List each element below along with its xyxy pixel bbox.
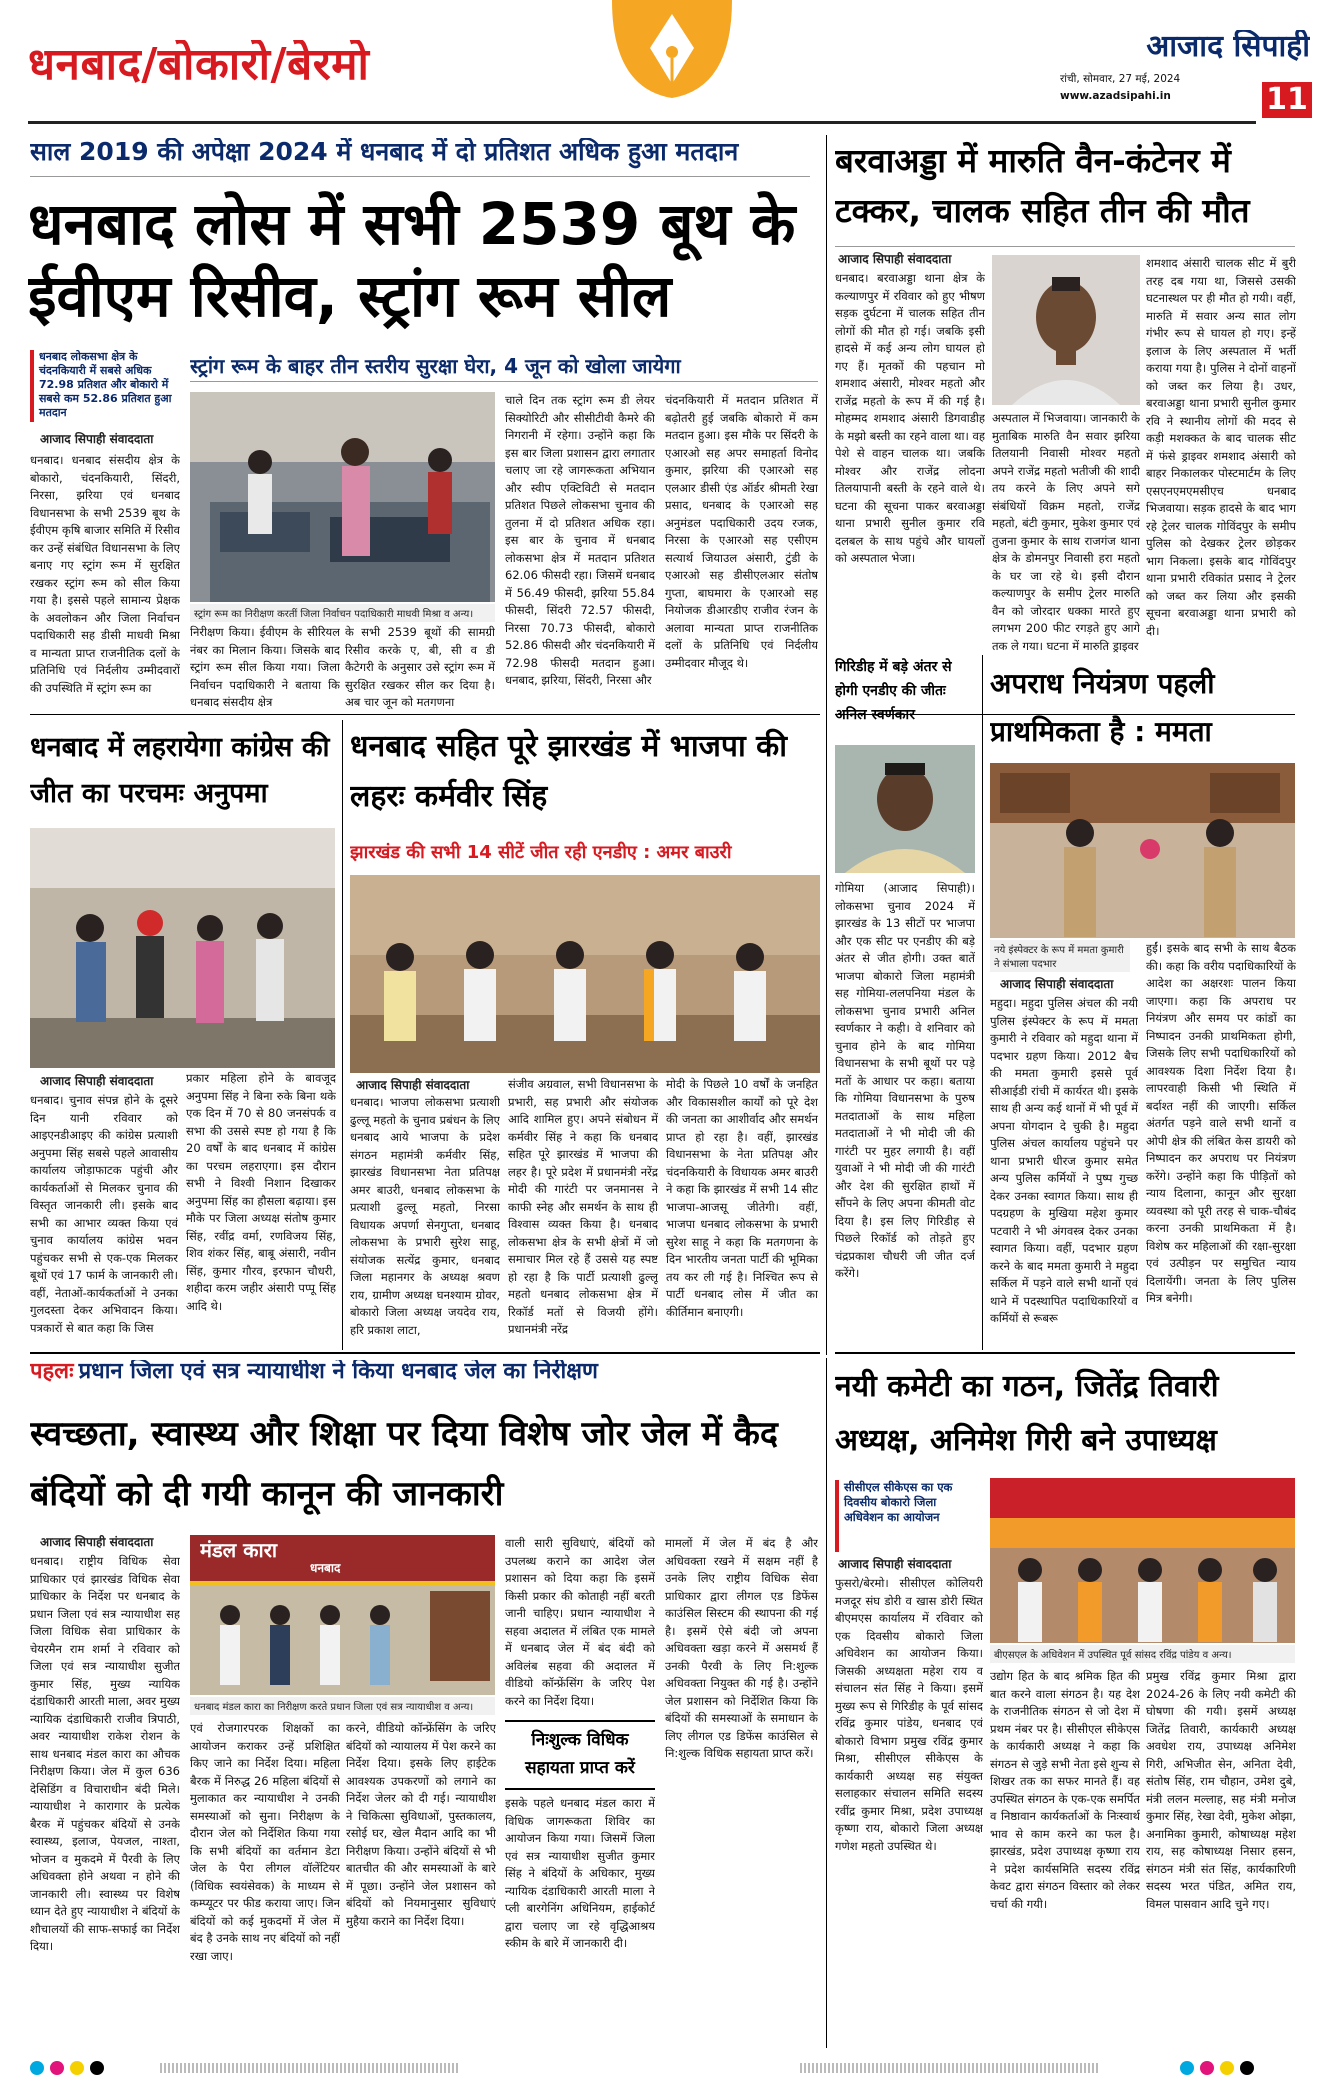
story7-photo: [190, 1535, 495, 1695]
story5-kicker: गिरिडीह में बड़े अंतर से होगी एनडीए की जीतः अनिल स्वर्णकार: [835, 659, 952, 723]
story6-photo: [990, 763, 1295, 938]
story4-col1: धनबाद। भाजपा लोकसभा प्रत्याशी ढुल्लू महतो के चुनाव प्रबंधन के लिए धनबाद आये भाजपा के प्रदेश संगठन महामंत्री कर्मवीर सिंह, झारखंड विधानसभा नेता प्रतिपक्ष अमर बाउरी, धनबाद लोकसभा के प्रत्याशी ढुल्लू महतो, निरसा विधायक अपर्णा सेनगुप्ता, धनबाद लोकसभा के प्रभारी सुरेश साहू, संयोजक सत्येंद्र कुमार, धनबाद जिला महानगर के अध्यक्ष श्रवण राय, ग्रामीण अध्यक्ष घनश्याम ग्रोवर, बोकारो जिला अध्यक्ष जयदेव राय, हरि प्रकाश लाटा,: [350, 1095, 500, 1337]
story5-col1: गोमिया (आजाद सिपाही)। लोकसभा चुनाव 2024 में झारखंड के 13 सीटों पर भाजपा और एक सीट पर एनडीए की बड़े अंतर से जीत होगी। उक्त बातें भाजपा बोकारो जिला महामंत्री सह गोमिया-ललपनिया मंडल के लोकसभा चुनाव प्रभारी अनिल स्वर्णकार ने कही। वे शनिवार को चुनाव होने के बाद गोमिया विधानसभा के सभी बूथों पर पड़े मतों के आधार पर कहा। बताया कि गोमिया विधानसभा के पुरुष मतदाताओं के साथ महिला मतदाताओं ने भी मोदी जी की गारंटी पर मुहर लगायी है। वहीं युवाओं ने भी मोदी जी की गारंटी और देश की सुरक्षित हाथों में सौंपने के लिए अपना कीमती वोट दिया है। इस लिए गिरिडीह से पिछले रिकॉर्ड को तोड़ते हुए चंद्रप्रकाश चौधरी जी जीत दर्ज करेंगे।: [835, 881, 975, 1280]
story3-headline: धनबाद में लहरायेगा कांग्रेस की जीत का परचमः अनुपमा: [30, 732, 330, 809]
story4-byline: आजाद सिपाही संवाददाता: [356, 1078, 470, 1092]
story1-photo-caption: स्ट्रांग रूम का निरीक्षण करतीं जिला निर्वाचन पदाधिकारी माधवी मिश्रा व अन्य।: [190, 604, 495, 622]
story3-byline: आजाद सिपाही संवाददाता: [40, 1074, 154, 1088]
magenta-dot-icon: [1200, 2061, 1214, 2075]
jail-sign-subtext: धनबाद: [310, 1561, 341, 1575]
story7-byline: आजाद सिपाही संवाददाता: [40, 1535, 154, 1549]
story8-col3: प्रमुख रविंद्र कुमार मिश्रा द्वारा 2024-26 के लिए नयी कमेटी की घोषणा की गयी। इसमें अध्यक्ष जितेंद्र तिवारी, कार्यकारी अध्यक्ष अवधेश राय, उपाध्यक्ष अनिमेश गिरी, अभिजीत सेन, अनिता देवी, संतोष सिंह, राम चौहान, उमेश दुबे, मंत्री ललन मल्लाह, सह मंत्री मनोज कुमार सिंह, रेखा देवी, मुकेश ओझा, अनामिका कुमारी, कोषाध्यक्ष महेश राय, सह कोषाध्यक्ष निसार हसन, संगठन मंत्री संत सिंह, कार्यकारिणी सदस्य भरत पंडित, अमित राय, विमल पासवान आदि चुने गए।: [1146, 1669, 1296, 1911]
story8-col1: फुसरो/बेरमो। सीसीएल कोलियरी मजदूर संघ डोरी व खास डोरी स्थित बीएमएस कार्यालय में रविवार को एक दिवसीय बोकारो जिला अधिवेशन का आयोजन किया। जिसकी अध्यक्षता महेश राय व संचालन संत सिंह ने किया। इसमें मुख्य रूप से गिरिडीह के पूर्व सांसद रविंद्र कुमार पांडेय, धनबाद एवं बोकारो विभाग प्रमुख रविंद्र कुमार मिश्रा, सीसीएल सीकेएस के कार्यकारी अध्यक्ष सह संयुक्त सलाहकार संचालन समिति सदस्य रवींद्र कुमार मिश्रा, प्रदेश उपाध्यक्ष कृष्णा राय, बोकारो जिला अध्यक्ष गणेश महतो उपस्थित थे।: [835, 1576, 983, 1853]
story4-subhead: झारखंड की सभी 14 सीटें जीत रही एनडीए : अमर बाउरी: [350, 842, 732, 863]
story8-side-box: [835, 1480, 975, 1552]
story4-col3: मोदी के पिछले 10 वर्षों के जनहित और विकासशील कार्यों को पूरे देश की जनता का आशीर्वाद और समर्थन प्राप्त हो रहा है। वहीं, झारखंड विधानसभा के नेता प्रतिपक्ष और चंदनकियारी के विधायक अमर बाउरी ने कहा कि झारखंड में सभी 14 सीट भाजपा-आजसू जीतेगी। वहीं, भाजपा धनबाद लोकसभा के प्रभारी सुरेश साहू ने कहा कि मतगणना के दिन भारतीय जनता पार्टी की भूमिका तय कर ली गई है। निश्चित रूप से पार्टी धनबाद लोस में जीत का कीर्तिमान बनाएगी।: [666, 1077, 818, 1319]
section-rule-3: [30, 1352, 820, 1354]
story3-col2: प्रकार महिला होने के बावजूद अनुपमा सिंह ने बिना रुके बिना थके एक दिन में 70 से 80 जनसंपर्क व सभा की उससे स्पष्ट हो गया है कि 20 वर्षों के बाद धनबाद में कांग्रेस का परचम लहराएगा। इस दौरान सभी ने विश्वी निशान दिखाकर अनुपमा सिंह का हौसला बढ़ाया। इस मौके पर जिला अध्यक्ष संतोष कुमार सिंह, रवींद्र वर्मा, रणविजय सिंह, शिव शंकर सिंह, बाबू अंसारी, नवीन सिंह, कुमार गौरव, इरफान चौधरी, शहीदा करम जहीर अंसारी पप्पू सिंह आदि थे।: [186, 1071, 336, 1313]
story1-byline: आजाद सिपाही संवाददाता: [40, 432, 154, 446]
registration-strip-left: [160, 2063, 460, 2073]
story1-headline: धनबाद लोस में सभी 2539 बूथ के ईवीएम रिसीव, स्ट्रांग रूम सील: [28, 190, 796, 330]
story8-byline: आजाद सिपाही संवाददाता: [838, 1557, 952, 1571]
story1-side-box-text: धनबाद लोकसभा क्षेत्र के चंदनकियारी में सबसे अधिक 72.98 प्रतिशत और बोकारो में सबसे कम 52.86 प्रतिशत हुआ मतदान: [39, 350, 172, 419]
story6-photo-caption: नये इंस्पेक्टर के रूप में ममता कुमारी ने संभाला पदभार: [990, 940, 1130, 972]
story7-kicker-row: [30, 1360, 820, 1394]
story1-photo: [190, 392, 495, 602]
column-divider: [826, 1358, 827, 2048]
story1-side-box: [30, 350, 180, 422]
masthead: [0, 0, 1325, 120]
yellow-dot-icon: [70, 2061, 84, 2075]
story2-col2: अस्पताल में भिजवाया। जानकारी के मुताबिक मारुति वैन सवार झरिया तिलयानी निवासी मोश्वर महतो अपने राजेंद्र महतो भतीजी की शादी तय करने के लिए अपने सगे संबंधियों विक्रम महतो, राजेंद्र महतो, बंटी कुमार, मुकेश कुमार एवं तुजना कुमार के साथ राजगंज थाना क्षेत्र के डोमनपुर निवासी हरा महतो के घर जा रहे थे। इसी दौरान कल्याणपुर के समीप ट्रेलर मारुति वैन को जोरदार धक्का मारते हुए लगभग 200 फीट रगड़ते हुए आगे तक ले गया। घटना में मारुति ड्राइवर: [992, 411, 1140, 653]
page-number: 11: [1262, 82, 1312, 118]
story7-col4-bottom: इसके पहले धनबाद मंडल कारा में विधिक जागरूकता शिविर का आयोजन किया गया। जिसमें जिला एवं सत्र न्यायाधीश सुजीत कुमार सिंह ने बंदियों के अधिकार, मुख्य न्यायिक दंडाधिकारी आरती माला ने प्ली बारगेनिंग अधिनियम, हाईकोर्ट द्वारा चलाए जा रहे वृद्धिआश्रय स्कीम के बारे में जानकारी दी।: [505, 1796, 655, 1950]
story2-col3: शमशाद अंसारी चालक सीट में बुरी तरह दब गया था, जिससे उसकी घटनास्थल पर ही मौत हो गयी। वहीं, मारुति में सवार अन्य सात लोग गंभीर रूप से घायल हो गए। इन्हें इलाज के लिए अस्पताल में भर्ती कराया गया है। पुलिस ने दोनों वाहनों को जब्त कर लिया है। उधर, बरवाअड्डा थाना प्रभारी सुनील कुमार रवि ने स्थानीय लोगों की मदद से कड़ी मशक्कत के बाद चालक सीट में फंसे ड्राइवर शमशाद अंसारी को बाहर निकालकर पोस्टमार्टम के लिए एसएनएमएमसीएच धनबाद भिजवाया। सड़क हादसे के बाद भाग रहे ट्रेलर चालक गोविंदपुर के समीप पुलिस को देखकर ट्रेलर छोड़कर भाग निकला। इसके बाद गोविंदपुर थाना प्रभारी रविकांत प्रसाद ने ट्रेलर को जब्त कर लिया और इसकी सूचना बरवाअड्डा थाना प्रभारी को दी।: [1146, 256, 1296, 638]
yellow-dot-icon: [1220, 2061, 1234, 2075]
column-divider: [982, 655, 983, 1350]
story1-kicker: साल 2019 की अपेक्षा 2024 में धनबाद में दो प्रतिशत अधिक हुआ मतदान: [30, 138, 739, 166]
black-dot-icon: [1240, 2061, 1254, 2075]
story7-box-title: निःशुल्क विधिक सहायता प्राप्त करें: [525, 1730, 635, 1778]
story4-headline: धनबाद सहित पूरे झारखंड में भाजपा की लहरः कर्मवीर सिंह: [350, 729, 787, 814]
magenta-dot-icon: [50, 2061, 64, 2075]
masthead-rule: [28, 121, 1256, 124]
story6-col1: महुदा। महुदा पुलिस अंचल की नयी पुलिस इंस्पेक्टर के रूप में ममता कुमारी ने रविवार को महुदा थाना में पदभार ग्रहण किया। 2012 बैच की ममता कुमारी इससे पूर्व सीआईडी रांची में कार्यरत थी। इसके साथ ही अन्य कई थानों में भी पूर्व में अपना योगदान दे चुकी है। महुदा पुलिस अंचल कार्यालय पहुंचने पर थाना प्रभारी धीरज कुमार समेत अन्य पुलिस कर्मियों ने पुष्प गुच्छ देकर उनका स्वागत किया। साथ ही पदग्रहण के मुखिया महेश कुमार पटवारी ने भी अंगवस्त्र देकर उनका स्वागत किया। वहीं, पदभार ग्रहण करने के बाद ममता कुमारी ने महुदा सर्किल में पड़ने वाले सभी थानों एवं थाने में पदस्थापित पदाधिकारियों व कर्मियों से रूबरू: [990, 996, 1138, 1325]
story2-headline: बरवाअड्डा में मारुति वैन-कंटेनर में टक्कर, चालक सहित तीन की मौत: [835, 141, 1250, 230]
story7-col3: करने, वीडियो कॉन्फ्रेंसिंग के जरिए बंदियों को न्यायालय में पेश करने का निर्देश दिया। इसके लिए हाईटेक आवश्यक उपकरणों को लगाने का निर्देश जेलर को दी गई। न्यायाधीश ने चिकित्सा सुविधाओं, पुस्तकालय, रसोई घर, खेल मैदान आदि का भी निरीक्षण किया। उन्होंने बंदियों से भी बातचीत की और समस्याओं के बारे में पूछा। उन्होंने जेल प्रशासन को बंदियों को नियमानुसार सुविधाएं मुहैया कराने का निर्देश दिया।: [346, 1721, 496, 1928]
story8-photo: [990, 1478, 1295, 1643]
story7-col5: मामलों में जेल में बंद है और अधिवक्ता रखने में सक्षम नहीं है उनके लिए राष्ट्रीय विधिक सेवा प्राधिकार द्वारा लीगल एड डिफेंस काउंसिल सिस्टम की स्थापना की गई है। इसमें ऐसे बंदी जो अपना अधिवक्ता खड़ा करने में असमर्थ हैं उनकी पैरवी के लिए नि:शुल्क अधिवक्ता नियुक्त की गई है। उन्होंने जेल प्रशासन को निर्देशित किया कि बंदियों की समस्याओं के समाधान के लिए लीगल एड डिफेंस काउंसिल से नि:शुल्क विधिक सहायता प्राप्त करें।: [665, 1536, 818, 1760]
story6-headline: अपराध नियंत्रण पहली प्राथमिकता है : ममता: [990, 667, 1215, 748]
jail-sign-text: मंडल कारा: [200, 1539, 278, 1562]
pen-nib-logo-icon: [612, 0, 732, 100]
story7-col1: धनबाद। राष्ट्रीय विधिक सेवा प्राधिकार एवं झारखंड विधिक सेवा प्राधिकार के निर्देश पर धनबाद के प्रधान जिला एवं सत्र न्यायाधीश सह जिला विधिक सेवा प्राधिकार के चेयरमैन राम शर्मा ने रविवार को जिला एवं सत्र न्यायाधीश सुजीत कुमार सिंह, मुख्य न्यायिक दंडाधिकारी आरती माला, अवर मुख्य न्यायिक दंडाधिकारी राजीव त्रिपाठी, अवर न्यायाधीश राकेश रोशन के साथ धनबाद मंडल कारा का औचक निरीक्षण किया। जेल में कुल 636 देसिडिंग व विचाराधीन बंदी मिले। न्यायाधीश ने कारागार के प्रत्येक बैरक में पहुंचकर बंदियों से उनके स्वास्थ्य, इलाज, पेयजल, नाश्ता, भोजन व मुकदमे में पैरवी के लिए अधिवक्ता होने अथवा न होने की जानकारी ली। स्वास्थ्य पर विशेष ध्यान देते हुए न्यायाधीश ने बंदियों के शौचालयों की साफ-सफाई का निर्देश दिया।: [30, 1554, 180, 1953]
story7-photo-caption: धनबाद मंडल कारा का निरीक्षण करते प्रधान जिला एवं सत्र न्यायाधीश व अन्य।: [190, 1697, 495, 1715]
story4-col2: संजीव अग्रवाल, सभी विधानसभा के प्रभारी, सह प्रभारी और संयोजक आदि शामिल हुए। अपने संबोधन में कर्मवीर सिंह ने कहा कि धनबाद सहित पूरे झारखंड में भाजपा की लहर है। पूरे प्रदेश में प्रधानमंत्री नरेंद्र मोदी की गारंटी पर जनमानस ने काफी स्नेह और समर्थन के साथ ही विश्वास व्यक्त किया है। धनबाद लोकसभा क्षेत्र के सभी क्षेत्रों में जो समाचार मिल रहे हैं उससे यह स्पष्ट हो रहा है कि पार्टी प्रत्याशी ढुल्लू महतो धनबाद लोकसभा क्षेत्र में रिकॉर्ड मतों से विजयी होंगे। प्रधानमंत्री नरेंद्र: [508, 1077, 658, 1336]
section-rule-4: [835, 1352, 1295, 1354]
story1-col3: चंदनकियारी में मतदान प्रतिशत में बढ़ोतरी हुई जबकि बोकारो में कम मतदान हुआ। इस मौके पर सिंदरी के एआरओ सह अपर समाहर्ता विनोद कुमार, झरिया की एआरओ सह एलआर डीसी एंड ऑर्डर श्रीमती रेखा प्रसाद, धनबाद के एआरओ सह अनुमंडल पदाधिकारी उदय रजक, निरसा के एआरओ सह एसीएम सत्यार्थ जियाउल अंसारी, टुंडी के एआरओ सह डीसीएलआर संतोष गुप्ता, बाघमारा के एआरओ सह नियोजक डीआरडीए राजीव रंजन के अलावा मान्यता प्राप्त राजनीतिक दलों के प्रतिनिधि एवं निर्दलीय उम्मीदवार मौजूद थे।: [665, 393, 818, 670]
footer-color-marks: [30, 2058, 1295, 2078]
cyan-dot-icon: [1180, 2061, 1194, 2075]
paper-name: आजाद सिपाही: [1146, 30, 1310, 64]
story4-photo: [350, 875, 820, 1073]
color-dots-right: [1180, 2060, 1295, 2076]
registration-strip-right: [800, 2063, 1100, 2073]
column-divider: [826, 135, 827, 1355]
story8-headline: नयी कमेटी का गठन, जितेंद्र तिवारी अध्यक्ष, अनिमेश गिरी बने उपाध्यक्ष: [835, 1369, 1219, 1458]
story5-photo: [835, 745, 975, 873]
story1-col2a: चाले दिन तक स्ट्रांग रूम डी लेयर सिक्योरिटी और सीसीटीवी कैमरे की निगरानी में रहेगा। उन्होंने कहा कि इस बार जिला प्रशासन द्वारा लगातार चलाए जा रहे जागरूकता अभियान और स्वीप एक्टिविटी से मतदान प्रतिशत पिछले लोकसभा चुनाव की तुलना में दो प्रतिशत अधिक रहा। इस बार के चुनाव में धनबाद लोकसभा क्षेत्र में मतदान प्रतिशत 62.06 फीसदी रहा। जिसमें धनबाद में 56.49 फीसदी, झरिया 55.84 फीसदी, सिंदरी 72.57 फीसदी, निरसा 70.73 फीसदी, बोकारो 52.86 फीसदी और चंदनकियारी में 72.98 फीसदी मतदान हुआ। धनबाद, झरिया, सिंदरी, निरसा और: [505, 393, 655, 687]
story1-col2c: के सभी 2539 बूथों की सामग्री रिसीव करके ए, बी, सी व डी कैटेगरी के अनुसार उसे स्ट्रांग रूम में सुरक्षित रखकर सील कर दिया है। अब चार जून को मतगणना: [345, 625, 495, 709]
story3-col1: धनबाद। चुनाव संपन्न होने के दूसरे दिन यानी रविवार को आइएनडीआइए की कांग्रेस प्रत्याशी अनुपमा सिंह सबसे पहले आवासीय कार्यालय जोड़ाफाटक पहुंची और कार्यकर्ताओं से मिलकर चुनाव की विस्तृत जानकारी ली। इसके बाद सभी का आभार व्यक्त किया एवं चुनाव कार्यालय कांग्रेस भवन पहुंचकर सभी से एक-एक मिलकर बूथों एवं 17 फार्म के जानकारी ली। वहीं, नेताओं-कार्यकर्ताओं ने उनका गुलदस्ता देकर अभिवादन किया। पत्रकारों से बात कहा कि जिस: [30, 1093, 178, 1335]
story7-box: [505, 1720, 655, 1790]
story5-kicker-box: [835, 655, 975, 735]
story7-col4-top: वाली सारी सुविधाएं, बंदियों को उपलब्ध कराने का आदेश जेल प्रशासन को दिया कहा कि इसमें किसी प्रकार की कोताही नहीं बरती जानी चाहिए। प्रधान न्यायाधीश ने सहवा अदालत में लंबित एक मामले में धनबाद जेल में बंद बंदी को अविलंब सहवा की अदालत में वीडियो कॉन्फ्रेंसिंग के जरिए पेश करने का निर्देश दिया।: [505, 1536, 655, 1708]
section-title: धनबाद/बोकारो/बेरमो: [28, 40, 370, 90]
story6-col2: हुईं। इसके बाद सभी के साथ बैठक की। कहा कि वरीय पदाधिकारियों के आदेश का अक्षरशः पालन किया जाएगा। कहा कि अपराध पर नियंत्रण और समय पर कांडों का निष्पादन उनकी प्राथमिकता होगी, जिसके लिए सभी पदाधिकारियों को आवश्यक दिशा निर्देश दिया है। लापरवाही किसी भी स्थिति में बर्दाश्त नहीं की जाएगी। सर्किल अंतर्गत पड़ने वाले सभी थानों व ओपी क्षेत्र की लंबित केस डायरी को निष्पादन कर अपराध पर नियंत्रण करेंगे। उन्होंने कहा कि पीड़ितों को न्याय दिलाना, कानून और सुरक्षा व्यवस्था को पूरी तरह से चाक-चौबंद करना उनकी प्राथमिकता में है। विशेष कर महिलाओं की रक्षा-सुरक्षा एवं उत्पीड़न पर समुचित न्याय दिलायेंगी। जनता के लिए पुलिस मित्र बनेगी।: [1146, 941, 1296, 1305]
story1-subhead: स्ट्रांग रूम के बाहर तीन स्तरीय सुरक्षा घेरा, 4 जून को खोला जायेगा: [190, 352, 818, 382]
website: www.azadsipahi.in: [1060, 90, 1171, 102]
black-dot-icon: [90, 2061, 104, 2075]
story3-photo: [30, 828, 335, 1068]
story6-byline: आजाद सिपाही संवाददाता: [1000, 977, 1114, 991]
story8-photo-caption: बीएसएल के अधिवेशन में उपस्थित पूर्व सांसद रविंद्र पांडेय व अन्य।: [990, 1645, 1295, 1663]
story2-photo: [992, 255, 1140, 405]
column-divider: [342, 720, 343, 1350]
color-dots-left: [30, 2060, 150, 2076]
story1-col2b: निरीक्षण किया। ईवीएम के सीरियल नंबर का मिलान किया। जिसके बाद स्ट्रांग रूम सील किया गया। जिला निर्वाचन पदाधिकारी ने बताया कि धनबाद संसदीय क्षेत्र: [190, 625, 340, 709]
story8-side-box-text: सीसीएल सीकेएस का एक दिवसीय बोकारो जिला अधिवेशन का आयोजन: [844, 1480, 953, 1524]
cyan-dot-icon: [30, 2061, 44, 2075]
story8-col2: उद्योग हित के बाद श्रमिक हित की बात करने वाला संगठन है। यह देश के राजनीतिक संगठन से जो देश में प्रथम नंबर पर है। सीसीएल सीकेएस के कार्यकारी अध्यक्ष ने कहा कि संगठन से जुड़े सभी नेता इसे शुन्य से शिखर तक का सफर मानते हैं। वह उपस्थित संगठन के एक-एक समर्पित व निष्ठावान कार्यकर्ताओं के निःस्वार्थ भाव से काम करने का फल है। झारखंड, प्रदेश उपाध्यक्ष कृष्णा राय ने प्रदेश कार्यसमिति सदस्य रविंद्र केवट द्वारा संगठन विस्तार को लेकर चर्चा की गयी।: [990, 1669, 1140, 1911]
story7-headline: स्वच्छता, स्वास्थ्य और शिक्षा पर दिया विशेष जोर जेल में कैद बंदियों को दी गयी कानून की जानकारी: [30, 1414, 778, 1514]
story2-byline: आजाद सिपाही संवाददाता: [838, 252, 952, 266]
story1-col1: धनबाद। धनबाद संसदीय क्षेत्र के बोकारो, चंदनकियारी, सिंदरी, निरसा, झरिया एवं धनबाद विधानसभा के सभी 2539 बूथ के ईवीएम कृषि बाजार समिति में रिसीव कर उन्हें संबंधित विधानसभा के लिए बनाए गए स्ट्रांग रूम में सुरक्षित रखकर स्ट्रांग रूम को सील किया गया है। इससे पहले सामान्य प्रेक्षक के अवलोकन और जिला निर्वाचन पदाधिकारी सह डीसी माधवी मिश्रा व मान्यता प्राप्त राजनीतिक दलों के प्रतिनिधि एवं निर्दलीय उम्मीदवारों की उपस्थिति में स्ट्रांग रूम का: [30, 453, 180, 695]
section-rule-1: [30, 714, 820, 715]
kicker-rule: [30, 176, 810, 177]
story2-rule: [835, 246, 1295, 247]
story7-kicker: प्रधान जिला एवं सत्र न्यायाधीश ने किया धनबाद जेल का निरीक्षण: [78, 1360, 598, 1384]
story7-kicker-label: पहलः: [30, 1360, 74, 1384]
story7-col2: एवं रोजगारपरक शिक्षकों का आयोजन कराकर उन्हें प्रशिक्षित किए जाने का निर्देश दिया। महिला बैरक में निरुद्ध 26 महिला बंदियों से मुलाकात कर न्यायाधीश ने उनकी समस्याओं को सुना। निरीक्षण के दौरान जेल को निर्देशित किया गया कि सभी बंदियों का वर्तमान डेटा जेल के पैरा लीगल वॉलेंटियर (विधिक स्वयंसेवक) के माध्यम से कम्प्यूटर पर फीड कराया जाए। जिन बंदियों को कई मुकदमों में जेल में बंद है उनके साथ नए बंदियों को नहीं रखा जाए।: [190, 1721, 340, 1963]
date-line: रांची, सोमवार, 27 मई, 2024: [1060, 73, 1181, 85]
story2-col1: धनबाद। बरवाअड्डा थाना क्षेत्र के कल्याणपुर में रविवार को हुए भीषण सड़क दुर्घटना में चालक सहित तीन लोगों की मौत हो गई। जबकि इसी हादसे में कई अन्य लोग घायल हो गए हैं। मृतकों की पहचान मो शमशाद अंसारी, मोश्वर महतो और राजेंद्र महतो के रूप में की गई है। मोहम्मद शमशाद अंसारी डिगवाडीह के मझो बस्ती का रहने वाला था। वह पेशे से वाहन चालक था। जबकि मोश्वर और राजेंद्र लोदना तिलयापानी बस्ती के रहने वाले थे। घटना की सूचना पाकर बरवाअड्डा थाना प्रभारी सुनील कुमार रवि दलबल के साथ पहुंचे और घायलों को अस्पताल भेजा।: [835, 271, 985, 565]
